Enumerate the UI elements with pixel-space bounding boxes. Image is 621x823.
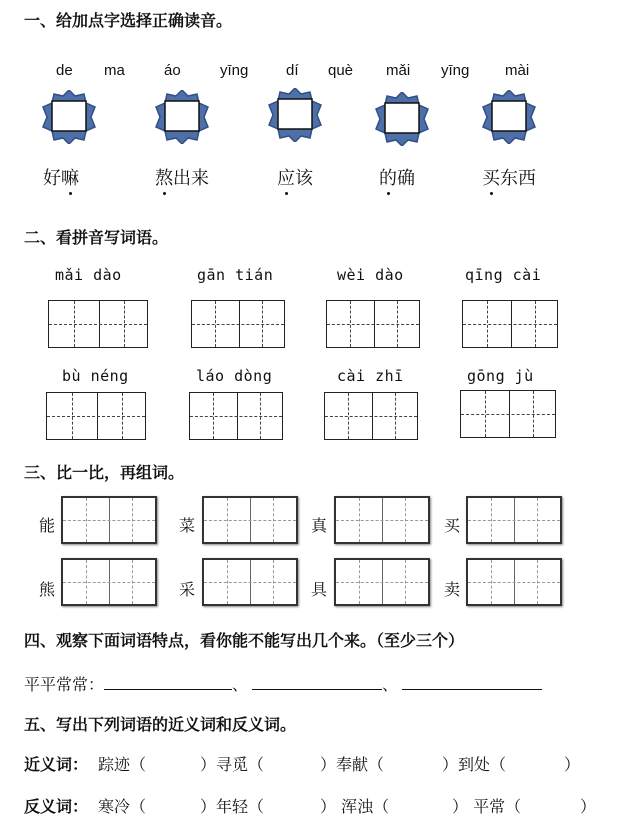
compare-char: 具 [311,580,328,599]
pinyin-option: mài [505,62,530,79]
pinyin-option: áo [164,62,181,79]
synonym-line [24,752,614,775]
pinyin-prompt: láo dòng [196,367,273,385]
word-grid[interactable] [334,496,430,544]
answer-badge-icon[interactable] [375,92,429,146]
word-grid[interactable] [202,496,298,544]
synonym-item: 踪迹（ [98,755,147,774]
synonym-item: ） [564,755,581,774]
compare-char: 采 [179,580,196,599]
pinyin-prompt: wèi dào [337,266,404,284]
antonym-item: ） [580,797,597,816]
word-grid[interactable] [202,558,298,606]
compare-char: 卖 [444,580,461,599]
section-1-heading: 一、给加点字选择正确读音。 [24,11,233,30]
pinyin-prompt: mǎi dào [55,266,122,284]
pinyin-prompt: bù néng [62,367,129,385]
synonym-item: ）寻觅（ [200,755,265,774]
antonym-line [24,794,614,817]
writing-grid[interactable] [46,392,146,440]
writing-grid[interactable] [191,300,285,348]
synonym-item: ）奉献（ [320,755,385,774]
q1-word: 的确 [379,164,415,190]
section-2-heading: 二、看拼音写词语。 [24,228,169,247]
q1-word: 买东西 [482,164,536,190]
q1-word: 好嘛 [43,164,79,190]
answer-badge-icon[interactable] [268,88,322,142]
section-4-heading: 四、观察下面词语特点，看你能不能写出几个来。（至少三个） [24,631,465,650]
separator: 、 [382,675,399,694]
q1-word: 熬出来 [155,164,209,190]
compare-char: 能 [39,516,56,535]
writing-grid[interactable] [460,390,556,438]
antonym-item: ） 平常（ [452,797,522,816]
pinyin-prompt: gān tián [197,266,274,284]
q1-word: 应该 [277,164,313,190]
compare-char: 菜 [179,516,196,535]
answer-blank[interactable] [402,673,542,690]
word-grid[interactable] [334,558,430,606]
writing-grid[interactable] [324,392,418,440]
synonym-label: 近义词： [24,755,89,774]
answer-blank[interactable] [252,673,382,690]
word-grid[interactable] [61,496,157,544]
pinyin-option: ma [104,62,125,79]
antonym-item: 寒冷（ [98,797,147,816]
pinyin-option: de [56,62,73,79]
compare-char: 买 [444,516,461,535]
pinyin-prompt: gōng jù [467,367,534,385]
q4-line [24,672,542,695]
compare-char: 熊 [39,580,56,599]
compare-char: 真 [311,516,328,535]
antonym-item: ） 浑浊（ [320,797,390,816]
writing-grid[interactable] [462,300,558,348]
pinyin-option: què [328,62,354,79]
q4-label: 平平常常： [24,675,105,694]
section-3-heading: 三、比一比，再组词。 [24,463,185,482]
pinyin-prompt: qīng cài [465,266,542,284]
answer-badge-icon[interactable] [42,90,96,144]
word-grid[interactable] [61,558,157,606]
answer-badge-icon[interactable] [482,90,536,144]
pinyin-prompt: cài zhī [337,367,404,385]
pinyin-option: yīng [441,62,470,79]
answer-blank[interactable] [104,673,232,690]
writing-grid[interactable] [189,392,283,440]
section-5-heading: 五、写出下列词语的近义词和反义词。 [24,715,297,734]
writing-grid[interactable] [48,300,148,348]
word-grid[interactable] [466,558,562,606]
word-grid[interactable] [466,496,562,544]
synonym-item: ）到处（ [442,755,507,774]
writing-grid[interactable] [326,300,420,348]
separator: 、 [232,675,249,694]
answer-badge-icon[interactable] [155,90,209,144]
antonym-label: 反义词： [24,797,89,816]
pinyin-option: yīng [220,62,249,79]
pinyin-option: dí [286,62,299,79]
pinyin-option: mǎi [386,62,411,79]
antonym-item: ）年轻（ [200,797,265,816]
